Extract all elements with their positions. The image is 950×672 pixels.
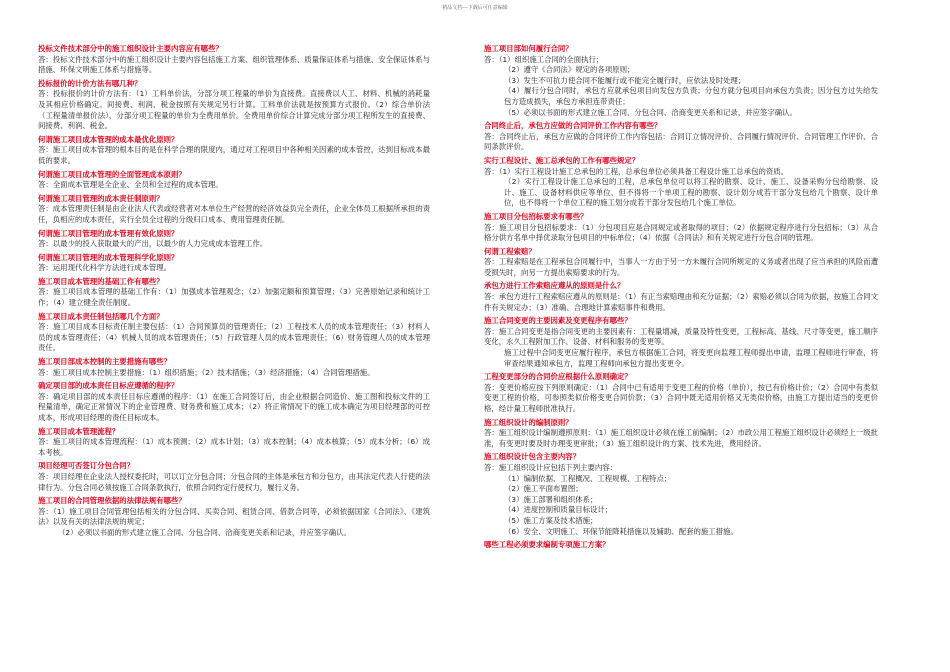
answer-text xyxy=(38,437,430,458)
answer-text xyxy=(484,132,878,153)
qa-block xyxy=(38,135,430,167)
question-heading: 确定项目部的成本责任目标应遵循的程序？ xyxy=(38,381,179,391)
question-heading: 何谓施工项目成本管理的成本最优化原则？ xyxy=(38,134,179,144)
answer-text xyxy=(38,472,430,493)
answer-line: （6）安全、文明施工、环保节能降耗措施以及辅助、配套的施工措施。 xyxy=(504,526,738,536)
answer-line: 答：（1）组织施工合同的全面执行； xyxy=(484,54,604,64)
answer-line: 答：施工项目成本控制主要措施：（1）组织措施；（2）技术措施；（3）经济措施；（4）合同管理措施。 xyxy=(38,367,375,377)
answer-line: 答：项目经理在企业法人授权委托时，可以订立分包合同；分包合同的主体是承包方和分包方，由其法定代表人行使的法律行为。分包合同必须按施工合同条款执行，依照合同约定行使权力，履行义务。 xyxy=(38,471,430,492)
question-heading: 施工项目部如何履行合同？ xyxy=(484,44,573,53)
qa-block xyxy=(484,281,878,313)
qa-block xyxy=(484,418,878,450)
question-heading: 何谓施工项目管理的成本管理有效化原则？ xyxy=(38,228,179,238)
question-heading: 何谓施工项目管理的成本责任制原则？ xyxy=(38,193,164,203)
question-heading: 施工项目部成本控制的主要措施有哪些？ xyxy=(38,357,172,367)
question-heading: 何谓施工项目管理的成本管理科学化原则？ xyxy=(38,252,179,262)
question-heading: 投标文件技术部分中的施工组织设计主要内容应有哪些？ xyxy=(38,44,223,53)
answer-line: （2）施工平面布置图； xyxy=(504,484,583,494)
question-heading: 施工项目成本管理的基础工作有哪些？ xyxy=(38,276,164,286)
qa-block xyxy=(484,121,878,153)
question-heading: 施工项目的合同管理依据的法律法规有哪些？ xyxy=(38,496,186,506)
answer-line: 答：投标报价的计价方法有：（1）工料单价法，分部分项工程量的单价为直接费。直接费以人工、材料、机械的消耗量及其相应价格确定。间接费、利润、税金按照有关规定另行计算。工料单价法就是按预算方式报价。（2）综合单价法（工程量清单报价法），分部分项工程量的单价为全费用单价。全费用单价综合计算完成分部分项工程所发生的直接费、间接费、利润、税金。 xyxy=(38,89,430,131)
qa-block xyxy=(38,253,430,274)
answer-line: （2）必须以书面的形式建立施工合同、分包合同、洽商变更关系和记录，并应签字确认。 xyxy=(58,527,351,537)
answer-text xyxy=(484,383,878,415)
answer-line: （3）发生不可抗力使合同不能履行或不能完全履行时，应依法及时处理； xyxy=(504,75,746,85)
qa-block xyxy=(38,357,430,378)
answer-line: 施工过程中合同变更应履行程序，承包方根据施工合同，将变更向监理工程师提出申请，监理工程师进行审查，将审查结果通知承包方，监理工程师向承包方提出变更令。 xyxy=(504,348,878,368)
answer-line: 答：（1）实行工程设计施工总承包的工程，总承包单位必须具备工程设计施工总承包的资质。 xyxy=(484,166,789,176)
answer-text xyxy=(484,327,878,369)
answer-line: （2）遵守《合同法》规定的各项原则； xyxy=(504,65,635,75)
qa-block xyxy=(484,247,878,279)
answer-line: （5）施工方案及技术措施； xyxy=(504,515,598,525)
qa-block xyxy=(38,496,430,538)
question-heading: 何谓施工项目成本管理的全面管理成本原则？ xyxy=(38,169,186,179)
qa-block xyxy=(38,427,430,459)
question-heading: 施工组织设计的编制原则？ xyxy=(484,417,573,427)
question-heading: 合同终止后，承包方应做的合同评价工作内容有哪些？ xyxy=(484,121,662,131)
qa-block xyxy=(38,277,430,309)
answer-text xyxy=(484,257,878,278)
answer-text xyxy=(38,89,430,131)
answer-text xyxy=(38,55,430,76)
qa-block xyxy=(484,372,878,414)
answer-text xyxy=(38,507,430,539)
answer-text xyxy=(38,368,430,379)
answer-text xyxy=(38,322,430,354)
answer-text xyxy=(38,263,430,274)
answer-line: 答：施工项目分包招标要求：（1）分包项目应是合同规定或者取得的项目；（2）依据规定程序进行分包招标；（3）从合格分供方名单中择优录取分包项目的中标单位；（4）依据《合同法》和有关规定进行分包合同的管理。 xyxy=(484,222,878,243)
answer-line: 答：以最少的投入获取最大的产出，以最少的人力完成成本管理工作。 xyxy=(38,239,268,249)
answer-line: 答：投标文件技术部分中的施工组织设计主要内容包括施工方案、组织管理体系、质量保证体系与措施、安全保证体系与措施、环保文明施工体系与措施等。 xyxy=(38,54,430,75)
answer-text xyxy=(484,428,878,449)
qa-block xyxy=(38,381,430,423)
answer-line: 答：工程索赔是在工程承包合同履行中，当事人一方由于另一方未履行合同所规定的义务或者出现了应当承担的风险而遭受损失时，向另一方提出索赔要求的行为。 xyxy=(484,257,878,277)
answer-line: 答：承包方进行工程索赔应遵从的原则是：（1）有正当索赔理由和充分证据；（2）索赔必须以合同为依据，按施工合同文件有关规定办；（3）准确、合理地计算索赔事件和费用。 xyxy=(484,292,878,312)
answer-line: （4）履行分包合同时，承包方应就承包项目向发包方负责；分包方就分包项目向承包方负责；因分包方过失给发包方造成损失，承包方承担连带责任； xyxy=(504,86,878,106)
left-column xyxy=(38,44,430,664)
qa-block xyxy=(484,316,878,369)
answer-line: （4）进度控制和质量目标设计； xyxy=(504,505,613,515)
question-heading: 工程变更部分的合同价应根据什么原则确定？ xyxy=(484,372,632,382)
question-heading: 项目经理可否签订分包合同？ xyxy=(38,461,135,471)
answer-text xyxy=(484,55,878,119)
qa-block xyxy=(38,312,430,354)
answer-line: 答：施工合同变更是指合同变更的主要因素有：工程量增减，质量及特性变更，工程标高、基线、尺寸等变更，施工顺序变化，永久工程附加工作、设备、材料和服务的变更等。 xyxy=(484,326,878,347)
answer-text xyxy=(38,204,430,225)
answer-text xyxy=(38,392,430,424)
qa-block xyxy=(484,44,878,118)
question-heading: 施工项目成本管理流程？ xyxy=(38,426,120,436)
answer-line: 答：全面成本管理是全企业、全员和全过程的成本管理。 xyxy=(38,180,223,190)
answer-line: 答：变更价格应按下列原则确定：（1）合同中已有适用于变更工程的价格（单价），按已有价格计价；（2）合同中有类似变更工程的价格，可参照类似价格变更合同价款；（3）合同中既无适用价格又无类似价格，由施工方提出适当的变更价格，经计量工程师批准执行。 xyxy=(484,382,878,413)
answer-text xyxy=(38,145,430,166)
qa-block xyxy=(38,194,430,226)
question-heading: 何谓工程索赔？ xyxy=(484,246,536,256)
answer-text xyxy=(484,167,878,209)
qa-block xyxy=(484,212,878,244)
qa-block xyxy=(38,461,430,493)
answer-text xyxy=(484,463,878,537)
answer-line: 答：施工项目的成本管理流程：（1）成本预测；（2）成本计划；（3）成本控制；（4）成本核算；（5）成本分析；（6）成本考核。 xyxy=(38,437,430,457)
answer-line: 答：施工组织设计应包括下列主要内容： xyxy=(484,462,618,472)
answer-text xyxy=(38,239,430,250)
answer-text xyxy=(38,180,430,191)
question-heading: 哪些工程必须要求编制专项施工方案？ xyxy=(484,540,610,550)
answer-line: （3）施工部署和组织体系； xyxy=(504,494,598,504)
answer-line: 答：施工项目成本目标责任制主要包括：（1）合同预算员的管理责任；（2）工程技术人员的成本管理责任；（3）材料人员的成本管理责任；（4）机械人员的成本管理责任；（5）行政管理人员的成本管理责任；（6）财务管理人员的成本管理责任。 xyxy=(38,322,430,353)
answer-text xyxy=(484,292,878,313)
answer-line: 答：施工项目成本管理的根本目的是在科学合理的限度内，通过对工程项目中各种相关因素的成本管控，达到目标成本最低的要求。 xyxy=(38,145,430,165)
question-heading: 施工项目分包招标要求有哪些？ xyxy=(484,211,588,221)
question-heading: 承包方进行工作索赔应遵从的原则是什么？ xyxy=(484,281,625,291)
right-column xyxy=(484,44,878,668)
answer-line: （1）编制依据、工程概况、工程规模、工程特点； xyxy=(504,473,672,483)
answer-text xyxy=(38,287,430,308)
answer-line: 答：确定项目部的成本责任目标应遵循的程序：（1）在施工合同签订后，由企业根据合同造价、施工图和投标文件的工程量清单，确定正常情况下的企业管理费、财务费和施工成本；（2）将正常情况下的施工成本确定为项目经理部的可控成本，形成项目经理的责任目标成本。 xyxy=(38,391,430,422)
qa-block xyxy=(484,156,878,209)
question-heading: 实行工程设计、施工总承包的工作有哪些规定？ xyxy=(484,155,640,165)
question-heading: 施工项目成本责任制包括哪几个方面？ xyxy=(38,311,164,321)
qa-block xyxy=(38,170,430,191)
answer-line: 答：运用现代化科学方法进行成本管理。 xyxy=(38,263,172,273)
qa-block xyxy=(484,452,878,537)
answer-line: 答：合同终止后，承包方应做的合同评价工作内容包括：合同订立情况评价、合同履行情况评价、合同管理工作评价、合同条款评价。 xyxy=(484,131,878,152)
question-heading: 施工组织设计包含主要内容？ xyxy=(484,452,581,462)
qa-block xyxy=(484,540,878,551)
answer-line: 答：（1）施工项目合同管理包括相关的分包合同、买卖合同、租赁合同、借款合同等，必须依据国家《合同法》、《建筑法》以及有关的法律法规的规定； xyxy=(38,506,430,527)
qa-block xyxy=(38,79,430,132)
answer-line: 答：施工组织设计编制遵照原则：（1）施工组织设计必须在施工前编制；（2）市政公用工程施工组织设计必须经上一级批准，有变更时要及时办理变更审批；（3）施工组织设计的方案、技术先进，费用经济。 xyxy=(484,428,878,448)
answer-line: （2）实行工程设计施工总承包的工程，总承包单位可以将工程的勘察、设计、施工、设备采购分包给勘察、设计、施工、设备材料供应等单位，但不得将一个单项工程的勘察、设计划分成若干部分发包给几个勘察、设计单位，也不得将一个单位工程的施工划分成若干部分发包给几个施工单位。 xyxy=(504,177,878,208)
answer-line: 答：成本管理责任制是由企业法人代表或经营者对本单位生产经营的经济效益负完全责任，企业全体员工根据所承担的责任，负相应的成本责任，实行全员全过程的分级归口成本、费用管理责任制。 xyxy=(38,204,430,224)
answer-text xyxy=(484,223,878,244)
answer-line: 答：施工项目成本管理的基础工作有：（1）加强成本管理观念；（2）加强定额和预算管理；（3）完善原始记录和统计工作；（4）建立健全责任制度。 xyxy=(38,287,430,308)
qa-block xyxy=(38,229,430,250)
question-heading: 施工合同变更的主要因素及变更程序有哪些？ xyxy=(484,316,632,326)
qa-block xyxy=(38,44,430,76)
header-note: 精品文档---下载后可任意编辑 xyxy=(442,5,508,11)
question-heading: 投标报价的计价方法有哪几种？ xyxy=(38,78,142,88)
answer-line: （5）必须以书面的形式建立施工合同、分包合同、洽商变更关系和记录，并应签字确认。 xyxy=(504,107,797,117)
